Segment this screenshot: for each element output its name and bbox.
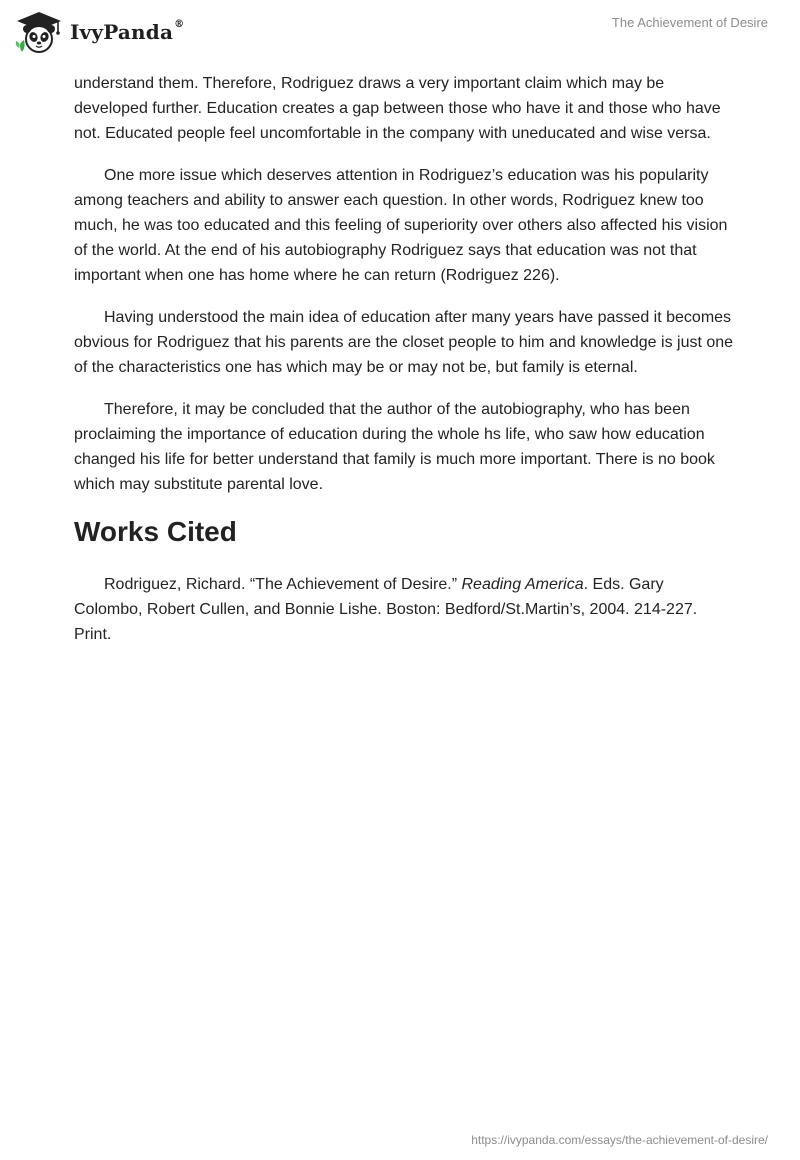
works-cited-heading: Works Cited <box>74 516 237 547</box>
brand-logo[interactable] <box>14 8 184 56</box>
document-title: The Achievement of Desire <box>611 15 768 30</box>
citation-text-before: Rodriguez, Richard. “The Achievement of Desire.” <box>104 576 462 593</box>
citation-text-after: . Eds. Gary Colombo, Robert Cullen, and Bonnie Lishe. Boston: Bedford/St.Martin’s, 2004. 214-227. Print. <box>74 576 698 643</box>
panda-graduate-icon <box>14 10 64 54</box>
works-cited-entry <box>74 572 734 647</box>
citation-source-title: Reading America <box>461 576 584 593</box>
page-header <box>0 0 800 70</box>
essay-paragraph: One more issue which deserves attention in Rodriguez’s education was his popularity among teachers and ability to answer each question. In other words, Rodriguez knew too much, he was too educated and this feeling of superiority over others also affected his vision of the world. At the end of his autobiography Rodriguez says that education was not that important when one has home where he can return (Rodriguez 226). <box>74 167 728 284</box>
essay-paragraph: Therefore, it may be concluded that the author of the autobiography, who has been proclaiming the importance of education during the whole hs life, who saw how education changed his life for better understand that family is much more important. There is no book which may substitute parental love. <box>74 401 715 493</box>
essay-paragraph: Having understood the main idea of education after many years have passed it becomes obvious for Rodriguez that his parents are the closet people to him and knowledge is just one of the characteristics one has which may be or may not be, but family is eternal. <box>74 309 734 376</box>
essay-paragraph: understand them. Therefore, Rodriguez draws a very important claim which may be developed further. Education creates a gap between those who have it and those who have not. Educated people feel uncomfortable in the company with uneducated and wise versa. <box>74 75 721 142</box>
brand-name <box>70 20 184 44</box>
brand-name-text: IvyPanda <box>70 20 174 44</box>
essay-content <box>74 71 734 664</box>
source-url[interactable]: https://ivypanda.com/essays/the-achievement-of-desire/ <box>471 1133 768 1147</box>
registered-mark: ® <box>174 19 185 30</box>
